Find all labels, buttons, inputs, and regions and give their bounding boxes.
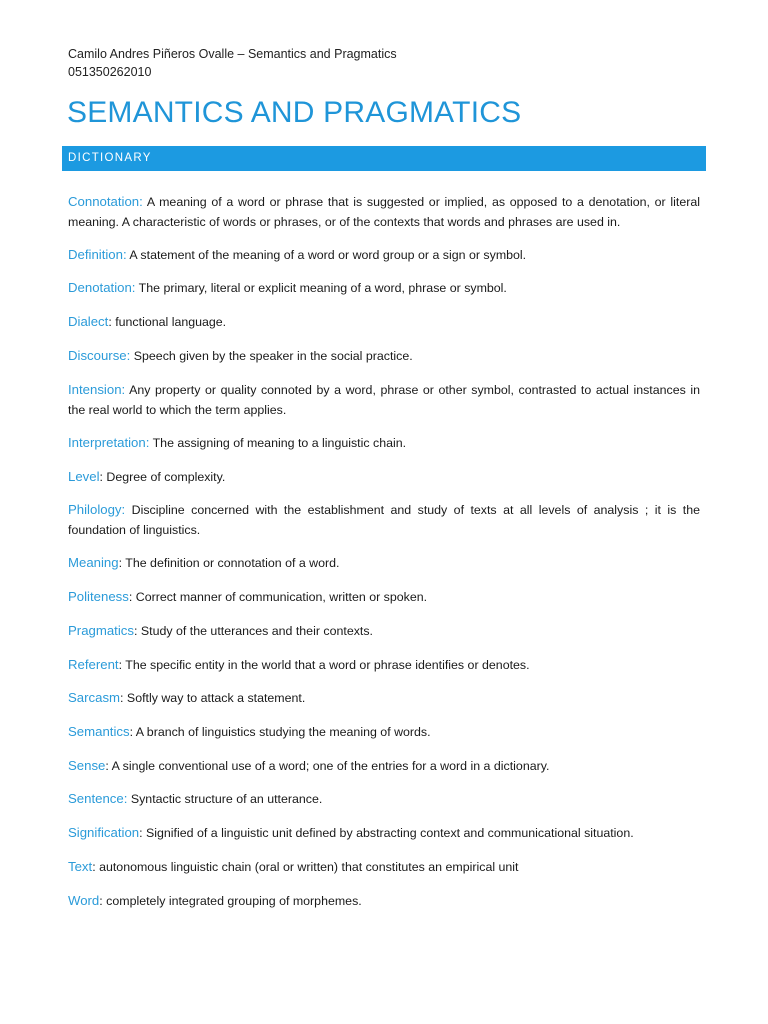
dictionary-entry: [68, 789, 700, 810]
entry-term-separator: :: [139, 194, 143, 210]
entry-definition: The primary, literal or explicit meaning of a word, phrase or symbol.: [135, 281, 507, 296]
entry-term: Connotation: [68, 194, 140, 210]
dictionary-entry: [68, 192, 700, 232]
entry-definition: A branch of linguistics studying the meaning of words.: [133, 725, 431, 740]
entry-definition: Any property or quality connoted by a word, phrase or other symbol, contrasted to actual instances in the real world to which the term applies.: [68, 383, 700, 417]
entry-definition: Speech given by the speaker in the social practice.: [130, 349, 413, 364]
section-heading-label: DICTIONARY: [68, 152, 152, 164]
dictionary-entry: [68, 245, 700, 266]
entry-term-separator: :: [99, 894, 103, 909]
dictionary-entry: [68, 278, 700, 299]
dictionary-entry: [68, 553, 700, 574]
dictionary-entry: [68, 312, 700, 333]
dictionary-entry: [68, 688, 700, 709]
entry-term-separator: :: [99, 470, 103, 485]
entry-term-separator: :: [118, 658, 123, 673]
entry-definition: autonomous linguistic chain (oral or written) that constitutes an empirical unit: [95, 860, 519, 875]
entry-definition: Syntactic structure of an utterance.: [127, 792, 323, 807]
entry-term-separator: :: [121, 382, 126, 398]
dictionary-entry: [68, 346, 700, 367]
entry-term-separator: :: [129, 725, 134, 740]
entry-definition: Degree of complexity.: [102, 470, 226, 485]
entry-definition: A single conventional use of a word; one of the entries for a word in a dictionary.: [108, 759, 550, 774]
dictionary-entry: [68, 587, 700, 608]
entry-term-separator: :: [118, 556, 123, 571]
entry-term: Referent: [68, 657, 119, 673]
section-heading-bar: [62, 146, 706, 171]
dictionary-entry: [68, 722, 700, 743]
dictionary-entry: [68, 433, 700, 454]
dictionary-entry: [68, 756, 700, 777]
dictionary-entry: [68, 621, 700, 642]
entry-term-separator: :: [123, 791, 128, 807]
entry-term-separator: :: [131, 280, 136, 296]
entry-definition: Correct manner of communication, written or spoken.: [132, 590, 428, 605]
entry-definition: Discipline concerned with the establishment and study of texts at all levels of analysis ; it is the foundation of linguistics.: [68, 503, 700, 537]
entry-term-separator: :: [105, 759, 109, 774]
header-student-id: 051350262010: [68, 65, 152, 79]
entry-term: Semantics: [68, 724, 130, 740]
entry-definition: Study of the utterances and their contexts.: [137, 624, 373, 639]
entry-term: Philology: [68, 502, 122, 518]
entry-definition: The specific entity in the world that a word or phrase identifies or denotes.: [122, 658, 530, 673]
entry-term: Sarcasm: [68, 690, 121, 706]
entry-term: Meaning: [68, 555, 119, 571]
entry-term-separator: :: [145, 435, 150, 451]
dictionary-entry: [68, 467, 700, 488]
dictionary-entry: [68, 823, 700, 844]
entry-definition: Softly way to attack a statement.: [123, 691, 306, 706]
entry-term: Level: [68, 469, 100, 485]
entry-term: Sense: [68, 758, 106, 774]
entry-term: Discourse: [68, 348, 127, 364]
entry-definition: A meaning of a word or phrase that is suggested or implied, as opposed to a denotation, or literal meaning. A characteristic of words or phrases, or of the contexts that words and phrases are used in.: [68, 195, 700, 229]
entry-term: Signification: [68, 825, 140, 841]
entry-term-separator: :: [121, 502, 126, 518]
page-title: SEMANTICS AND PRAGMATICS: [67, 96, 522, 129]
entry-term-separator: :: [126, 348, 131, 364]
entry-term: Intension: [68, 382, 122, 398]
entry-term: Politeness: [68, 589, 129, 605]
dictionary-entry: [68, 380, 700, 420]
entry-term-separator: :: [139, 826, 143, 841]
dictionary-entry: [68, 500, 700, 540]
entry-term: Denotation: [68, 280, 132, 296]
entry-definition: Signified of a linguistic unit defined by abstracting context and communicational situation.: [142, 826, 634, 841]
entry-term: Dialect: [68, 314, 109, 330]
dictionary-entry: [68, 891, 700, 912]
entry-term-separator: :: [120, 691, 124, 706]
entry-term: Sentence: [68, 791, 124, 807]
entry-term-separator: :: [133, 624, 138, 639]
entry-definition: completely integrated grouping of morphemes.: [102, 894, 362, 909]
entry-term: Definition: [68, 247, 123, 263]
dictionary-entry: [68, 655, 700, 676]
entry-term-separator: :: [92, 860, 96, 875]
entry-term-separator: :: [108, 315, 112, 330]
entry-term-separator: :: [122, 247, 127, 263]
entry-term: Interpretation: [68, 435, 146, 451]
entry-definition: functional language.: [111, 315, 227, 330]
entry-definition: The assigning of meaning to a linguistic chain.: [149, 436, 407, 451]
entry-term: Word: [68, 893, 100, 909]
entry-definition: A statement of the meaning of a word or word group or a sign or symbol.: [126, 248, 527, 263]
dictionary-entry: [68, 857, 700, 878]
entry-term: Pragmatics: [68, 623, 134, 639]
header-author-line: Camilo Andres Piñeros Ovalle – Semantics and Pragmatics: [68, 47, 397, 61]
entry-definition: The definition or connotation of a word.: [122, 556, 340, 571]
entry-term: Text: [68, 859, 93, 875]
entry-term-separator: :: [128, 590, 133, 605]
